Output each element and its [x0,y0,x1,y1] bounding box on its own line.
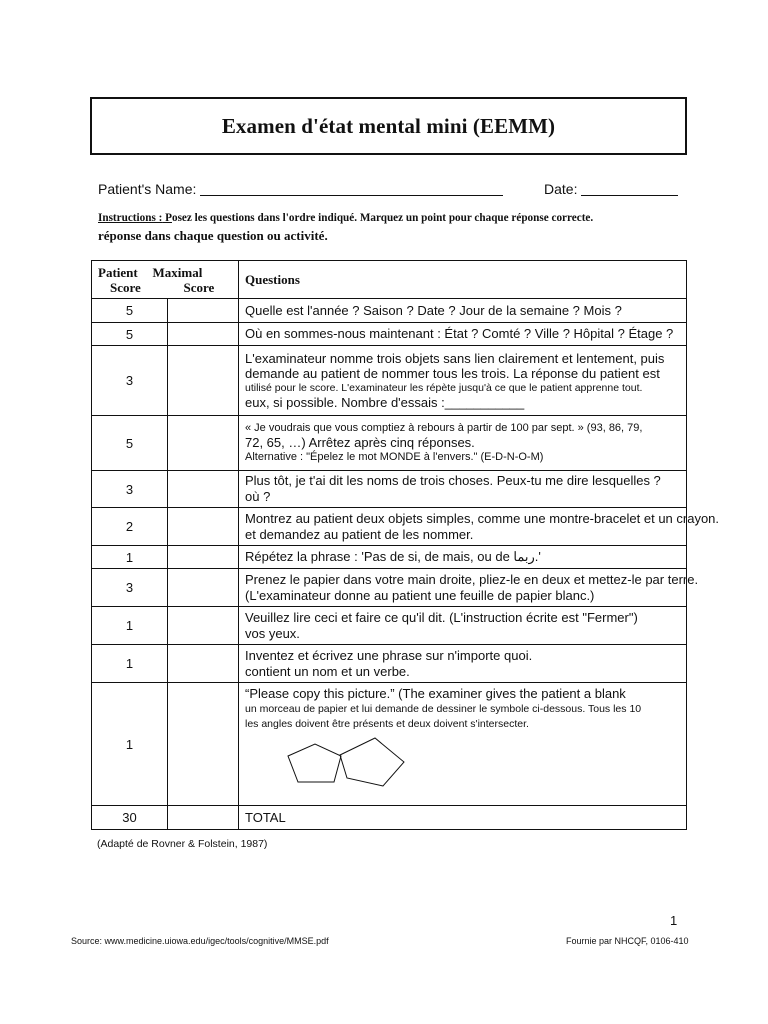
question-line: Veuillez lire ceci et faire ce qu'il dit. (L'instruction écrite est "Fermer") [245,609,638,625]
row-max-score-cell[interactable] [168,645,239,683]
table-row [92,569,687,607]
pentagon-left [288,744,341,782]
row-score: 1 [92,607,168,645]
instructions-text: osez les questions dans l'ordre indiqué. Marquez un point pour chaque réponse correcte. [171,212,594,224]
table-row [92,299,687,323]
pentagon-right [340,738,404,786]
question-line: Alternative : "Épelez le mot MONDE à l'envers." (E-D-N-O-M) [245,450,544,463]
table-row [92,607,687,645]
table-header [92,261,687,299]
table-row [92,323,687,346]
row-score: 1 [92,546,168,569]
question-line: (L'examinateur donne au patient une feuille de papier blanc.) [245,587,595,603]
row-score: 3 [92,471,168,508]
header-maximal: Maximal [152,265,203,280]
exam-table [91,260,720,830]
row-question [239,346,687,416]
question-line: « Je voudrais que vous comptiez à rebours à partir de 100 par sept. » (93, 86, 79, [245,422,643,435]
header-score-right: Score [183,280,215,295]
header-score-left: Score [110,280,141,295]
total-label: TOTAL [239,806,687,830]
question-line: les angles doivent être présents et deux doivent s'intersecter. [245,718,529,731]
table-row [92,645,687,683]
question-line: L'examinateur nomme trois objets sans lien clairement et lentement, puis [245,350,665,366]
table-row [92,683,687,806]
instructions-lead: Instructions : [98,212,163,224]
row-max-score-cell[interactable] [168,471,239,508]
question-line: Prenez le papier dans votre main droite, pliez-le en deux et mettez-le par terre. [245,571,699,587]
table-row [92,546,687,569]
row-question [239,323,687,346]
row-score: 1 [92,645,168,683]
patient-name-field [98,181,503,197]
date-blank[interactable] [581,182,678,196]
row-max-score-cell[interactable] [168,569,239,607]
instructions [98,212,718,224]
question-line: où ? [245,489,271,504]
question-line: vos yeux. [245,625,300,641]
row-question [239,299,687,323]
patient-name-label: Patient's Name: [98,181,197,197]
question-line: Où en sommes-nous maintenant : État ? Comté ? Ville ? Hôpital ? Étage ? [245,326,674,342]
row-question [239,569,699,607]
table-row [92,508,687,546]
page-number: 1 [670,913,678,928]
instructions-p: P [162,212,172,224]
header-questions: Questions [239,261,687,299]
question-line: “Please copy this picture.” (The examiner gives the patient a blank [245,686,626,701]
table-row [92,471,687,508]
table-row [92,416,687,471]
question-line: Répétez la phrase : 'Pas de si, de mais, ou de ربما.' [245,549,541,565]
row-max-score-cell[interactable] [168,546,239,569]
row-max-score-cell[interactable] [168,607,239,645]
table-row [92,346,687,416]
row-question [239,683,687,806]
footer-source: Source: www.medicine.uiowa.edu/igec/tools/cognitive/MMSE.pdf [71,936,329,946]
row-score: 3 [92,569,168,607]
question-line: et demandez au patient de les nommer. [245,526,474,542]
footer-provider: Fournie par NHCQF, 0106-410 [566,936,689,946]
date-label: Date: [544,181,578,197]
date-field [544,181,678,197]
row-score: 2 [92,508,168,546]
question-line: Quelle est l'année ? Saison ? Date ? Jour de la semaine ? Mois ? [245,302,622,318]
question-line: contient un nom et un verbe. [245,663,410,679]
row-max-score-cell[interactable] [168,346,239,416]
row-question [239,508,720,546]
row-score: 5 [92,299,168,323]
row-question [239,546,687,569]
row-max-score-cell[interactable] [168,416,239,471]
row-score: 1 [92,683,168,806]
question-line: 72, 65, …) Arrêtez après cinq réponses. [245,435,475,451]
row-question [239,416,687,471]
intersecting-pentagons-figure [265,736,405,796]
total-max-score-cell[interactable] [168,806,239,830]
row-score: 5 [92,416,168,471]
row-question [239,607,687,645]
table-total-row [92,806,687,830]
source-note: (Adapté de Rovner & Folstein, 1987) [97,838,268,850]
total-score: 30 [92,806,168,830]
row-max-score-cell[interactable] [168,299,239,323]
row-max-score-cell[interactable] [168,683,239,806]
page-title: Examen d'état mental mini (EEMM) [221,113,556,138]
row-max-score-cell[interactable] [168,508,239,546]
header-max-score [152,261,239,299]
row-max-score-cell[interactable] [168,323,239,346]
row-score: 3 [92,346,168,416]
patient-name-blank[interactable] [200,182,503,196]
title-box [90,97,687,155]
row-question [239,645,687,683]
question-line: un morceau de papier et lui demande de dessiner le symbole ci-dessous. Tous les 10 [245,702,642,715]
question-line: demande au patient de nommer tous les trois. La réponse du patient est [245,366,660,382]
header-patient: Patient [98,265,138,280]
row-question [239,471,687,508]
question-line: Inventez et écrivez une phrase sur n'importe quoi. [245,647,533,663]
question-line: eux, si possible. Nombre d'essais :___________ [245,394,525,410]
row-score: 5 [92,323,168,346]
question-line: utilisé pour le score. L'examinateur les répète jusqu'à ce que le patient apprenne tout. [245,382,643,394]
question-line: Montrez au patient deux objets simples, comme une montre-bracelet et un crayon. [245,510,720,526]
question-line: Plus tôt, je t'ai dit les noms de trois choses. Peux-tu me dire lesquelles ? [245,473,661,489]
instructions-line2: réponse dans chaque question ou activité. [98,228,328,243]
